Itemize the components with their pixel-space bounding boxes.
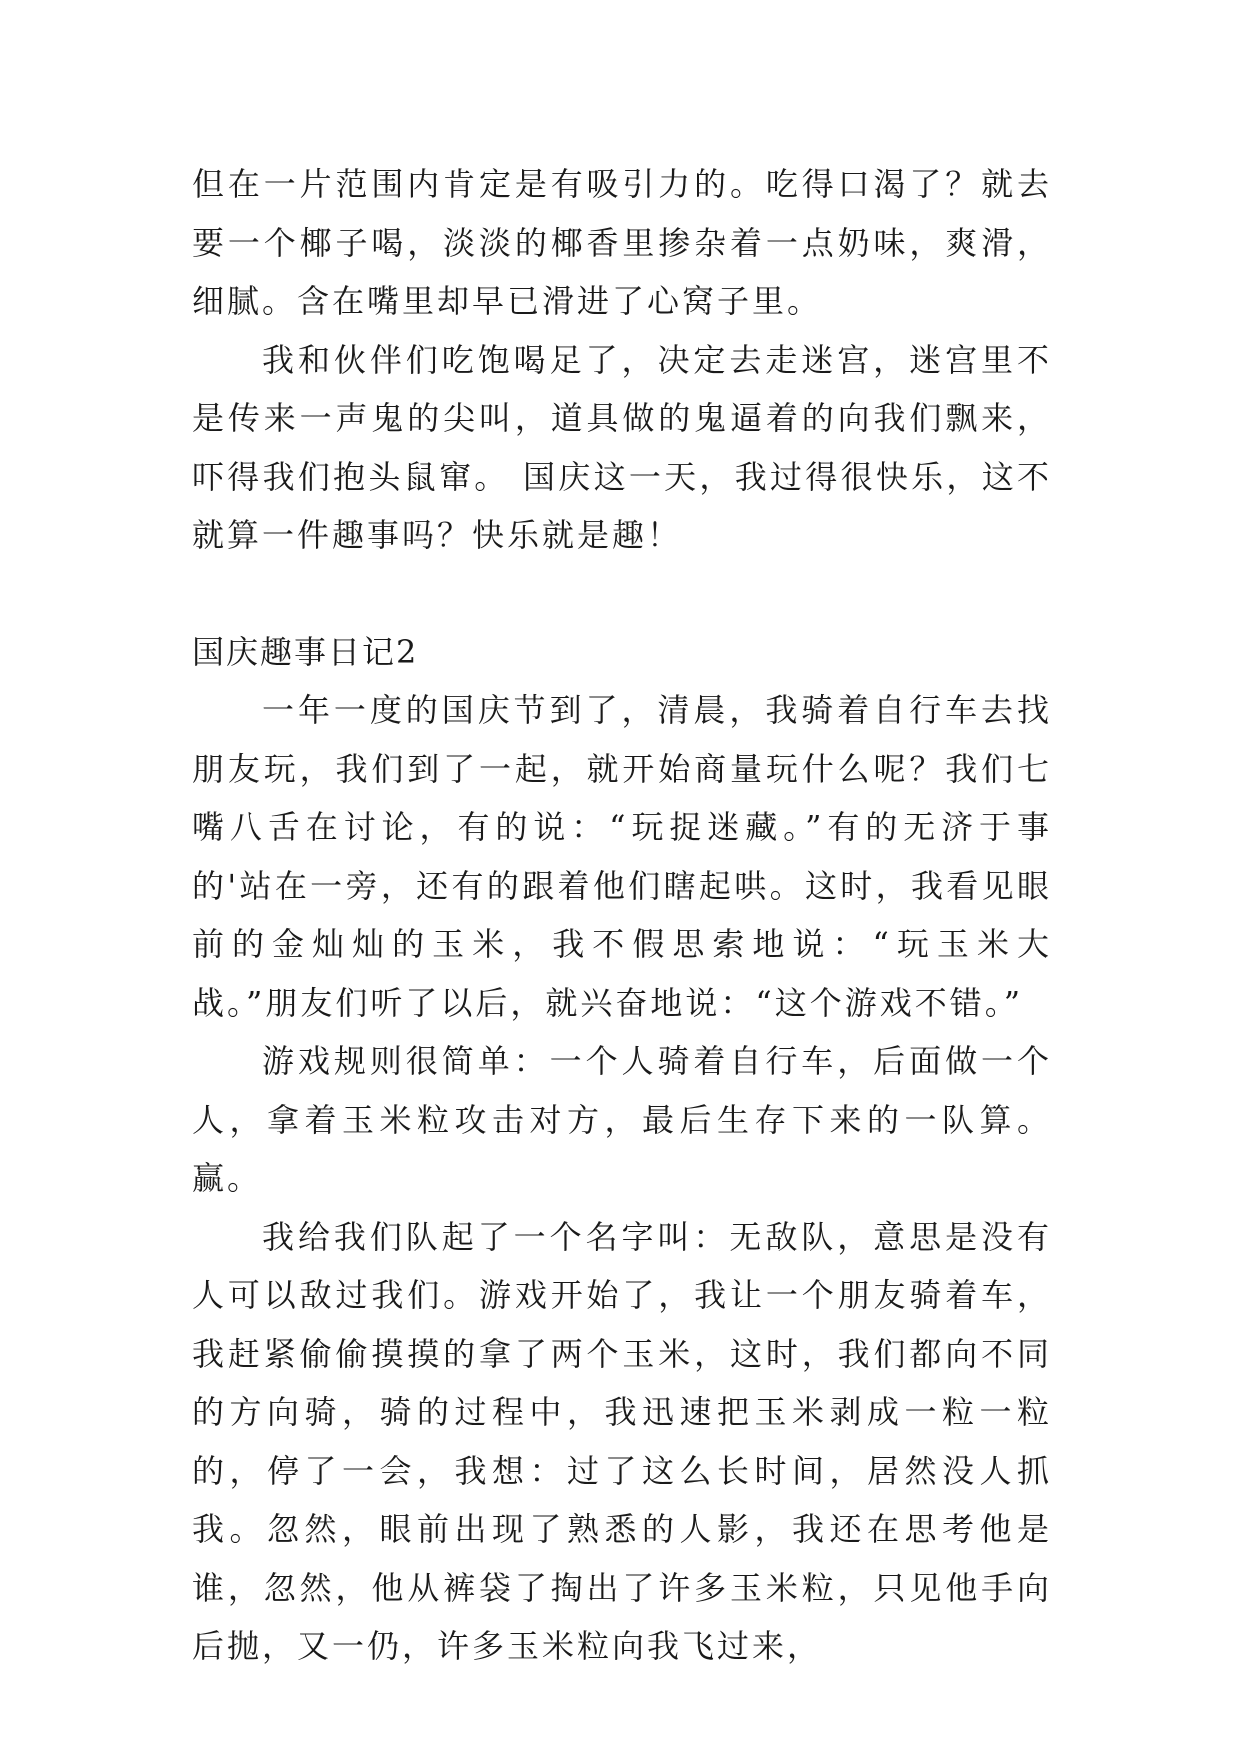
paragraph-team-name: 我给我们队起了一个名字叫：无敌队，意思是没有人可以敌过我们。游戏开始了，我让一个朋友骑着车，我赶紧偷偷摸摸的拿了两个玉米，这时，我们都向不同的方向骑，骑的过程中，我迅速把玉米剥成一粒一粒的，停了一会，我想：过了这么长时间，居然没人抓我。忽然，眼前出现了熟悉的人影，我还在思考他是谁，忽然，他从裤袋了掏出了许多玉米粒，只见他手向后抛，又一仍，许多玉米粒向我飞过来， xyxy=(192,1217,1052,1665)
paragraph-national-day: 一年一度的国庆节到了，清晨，我骑着自行车去找朋友玩，我们到了一起，就开始商量玩什么呢？我们七嘴八舌在讨论，有的说：“玩捉迷藏。”有的无济于事的'站在一旁，还有的跟着他们瞎起哄。这时，我看见眼前的金灿灿的玉米，我不假思索地说：“玩玉米大战。”朋友们听了以后，就兴奋地说：“这个游戏不错。” xyxy=(192,691,1052,1022)
section-heading: 国庆趣事日记2 xyxy=(192,632,419,671)
paragraph-game-rules: 游戏规则很简单：一个人骑着自行车，后面做一个人，拿着玉米粒攻击对方，最后生存下来的一队算。赢。 xyxy=(192,1042,1052,1197)
paragraph-continued: 但在一片范围内肯定是有吸引力的。吃得口渴了？就去要一个椰子喝，淡淡的椰香里掺杂着一点奶味，爽滑，细腻。含在嘴里却早已滑进了心窝子里。 xyxy=(192,165,1052,320)
document-body xyxy=(192,155,1052,1676)
paragraph-maze: 我和伙伴们吃饱喝足了，决定去走迷宫，迷宫里不是传来一声鬼的尖叫，道具做的鬼逼着的向我们飘来，吓得我们抱头鼠窜。 国庆这一天，我过得很快乐，这不就算一件趣事吗？快乐就是趣！ xyxy=(192,340,1052,554)
